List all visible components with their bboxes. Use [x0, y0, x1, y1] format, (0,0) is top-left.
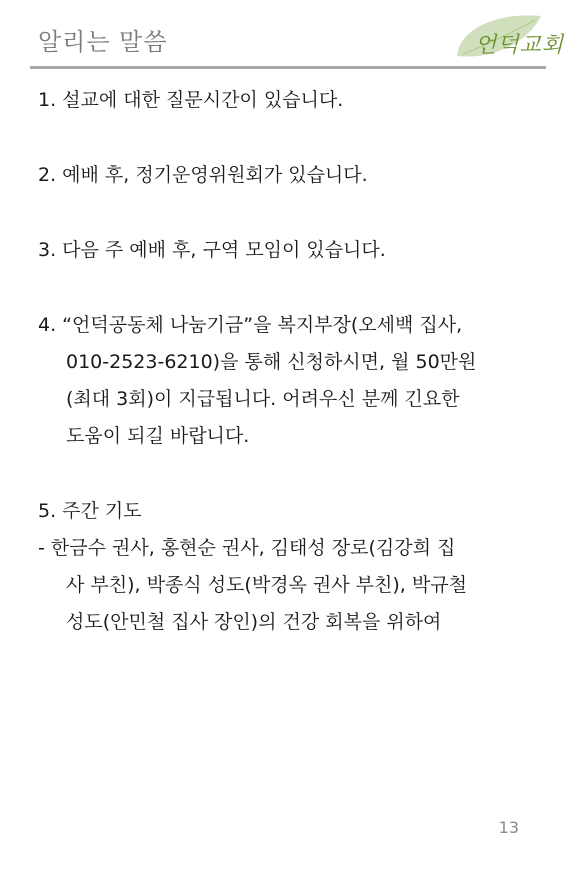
- page-title: 알리는 말씀: [38, 28, 168, 56]
- header-divider: [30, 66, 546, 69]
- announcement-line: (최대 3회)이 지급됩니다. 어려우신 분께 긴요한: [66, 388, 460, 410]
- announcement-item-2: [38, 157, 538, 194]
- announcement-line: 도움이 되길 바랍니다.: [66, 425, 250, 447]
- spacer: [38, 269, 538, 307]
- announcement-line: 사 부친), 박종식 성도(박경옥 권사 부친), 박규철: [66, 574, 467, 596]
- announcement-list: [38, 82, 538, 641]
- announcement-line: 1. 설교에 대한 질문시간이 있습니다.: [38, 89, 344, 111]
- spacer: [38, 119, 538, 157]
- announcement-item-3: [38, 232, 538, 269]
- announcement-line: 3. 다음 주 예배 후, 구역 모임이 있습니다.: [38, 239, 386, 261]
- logo-text: 언덕교회: [475, 33, 565, 58]
- spacer: [38, 194, 538, 232]
- page-number: 13: [498, 818, 519, 837]
- announcement-line: 2. 예배 후, 정기운영위원회가 있습니다.: [38, 164, 368, 186]
- announcement-line: 010-2523-6210)을 통해 신청하시면, 월 50만원: [66, 351, 477, 373]
- spacer: [38, 455, 538, 493]
- church-logo: [449, 10, 565, 66]
- announcement-item-4: [38, 307, 538, 455]
- announcement-line: - 한금수 권사, 홍현순 권사, 김태성 장로(김강희 집: [38, 537, 456, 559]
- announcement-line: 성도(안민철 집사 장인)의 건강 회복을 위하여: [66, 611, 442, 633]
- announcement-line: 4. “언덕공동체 나눔기금”을 복지부장(오세백 집사,: [38, 314, 463, 336]
- announcement-item-5: [38, 493, 538, 641]
- announcement-item-1: [38, 82, 538, 119]
- page-header: [0, 0, 567, 70]
- announcement-line: 5. 주간 기도: [38, 500, 142, 522]
